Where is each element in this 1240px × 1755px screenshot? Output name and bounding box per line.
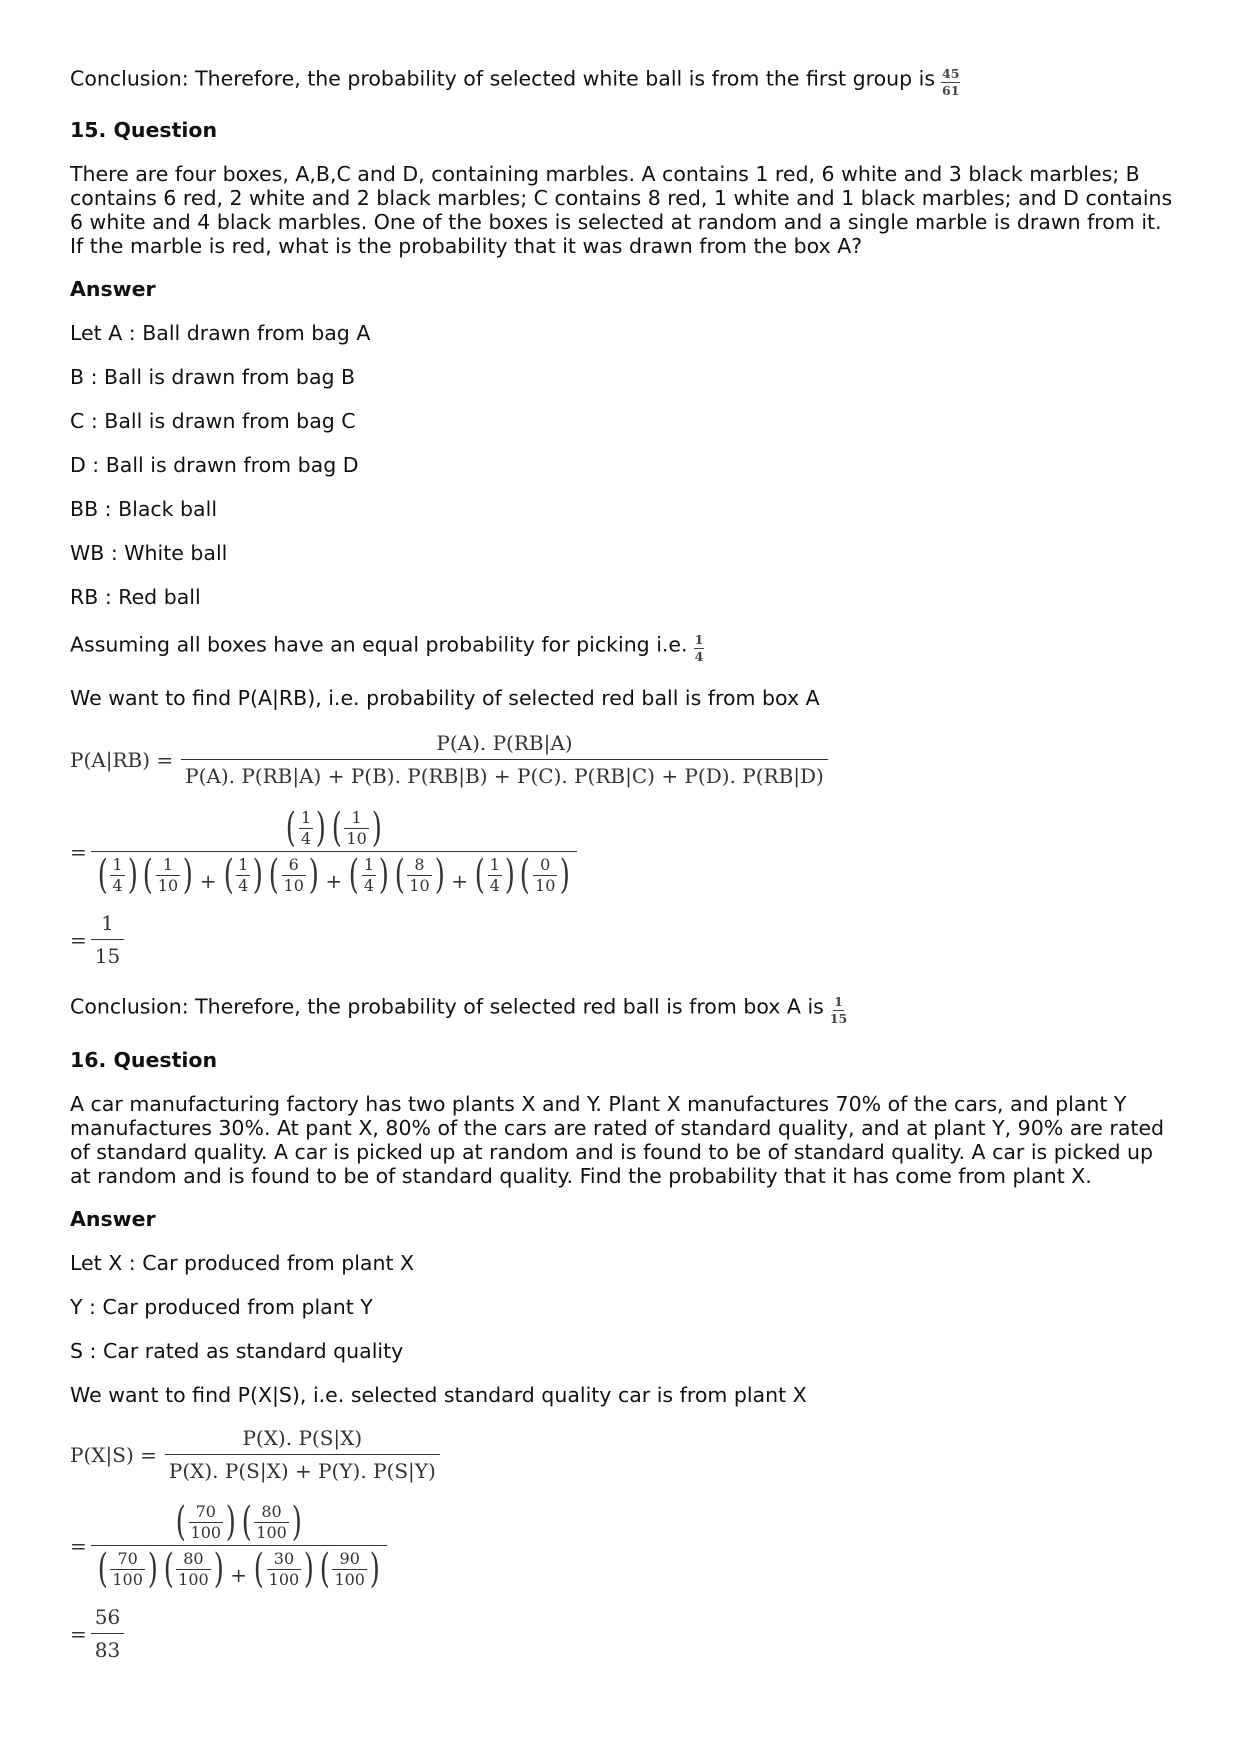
fraction-denominator: 100 — [268, 1569, 300, 1589]
fraction-denominator: 10 — [346, 828, 367, 848]
fraction-denominator: 4 — [301, 828, 312, 848]
question-16-heading: 16. Question — [70, 1048, 218, 1072]
q15-formula-lhs: P(A|RB) = — [70, 747, 174, 772]
fraction-numerator: 1 — [301, 807, 312, 827]
equals-sign: = — [70, 927, 87, 952]
equals-sign: = — [70, 1533, 87, 1558]
left-paren: ( — [394, 852, 405, 898]
left-paren: ( — [520, 852, 531, 898]
small-fraction — [110, 856, 124, 895]
left-paren: ( — [474, 852, 485, 898]
right-paren: ) — [147, 1546, 158, 1592]
plus-sign: + — [199, 869, 217, 893]
q15-definition: RB : Red ball — [70, 585, 201, 609]
small-fraction — [299, 809, 313, 848]
left-paren: ( — [97, 852, 108, 898]
left-paren: ( — [223, 852, 234, 898]
right-paren: ) — [434, 852, 445, 898]
left-paren: ( — [319, 1546, 330, 1592]
fraction-denominator: 100 — [112, 1569, 143, 1589]
q15-result-numerator: 1 — [101, 911, 114, 935]
q15-formula-fraction — [181, 730, 828, 789]
q16-formula-numerator: P(X). P(S|X) — [242, 1426, 363, 1450]
q16-result — [70, 1604, 124, 1663]
fraction-numerator: 1 — [351, 807, 362, 827]
parenthesized-fraction — [283, 805, 328, 851]
q16-formula-lhs: P(X|S) = — [70, 1442, 157, 1467]
parenthesized-fraction — [173, 1499, 239, 1545]
question-16-answer-label: Answer — [70, 1207, 156, 1231]
left-paren: ( — [163, 1546, 174, 1592]
q15-definition: Let A : Ball drawn from bag A — [70, 321, 371, 345]
parenthesized-fraction — [317, 1546, 383, 1592]
q15-definition: WB : White ball — [70, 541, 228, 565]
small-fraction — [362, 856, 376, 895]
q16-bayes-formula — [70, 1425, 440, 1484]
fraction-numerator: 80 — [261, 1501, 282, 1521]
left-paren: ( — [142, 852, 154, 898]
q16-definition: Y : Car produced from plant Y — [70, 1295, 373, 1319]
fraction-numerator: 90 — [339, 1548, 360, 1568]
q15-bayes-formula — [70, 730, 828, 789]
parenthesized-fraction — [95, 852, 140, 898]
right-paren: ) — [127, 852, 138, 898]
small-fraction — [176, 1550, 211, 1589]
fraction-denominator: 10 — [157, 875, 179, 895]
fraction-numerator: 1 — [112, 854, 123, 874]
q15-formula-numerator: P(A). P(RB|A) — [436, 731, 573, 755]
q16-substitution-numerator — [169, 1499, 309, 1545]
fraction-denominator: 100 — [334, 1569, 365, 1589]
q15-assumption-text: Assuming all boxes have an equal probability for picking i.e. — [70, 632, 688, 657]
q16-substitution-fraction — [91, 1499, 387, 1592]
q15-assumption — [70, 630, 704, 664]
q15-result-fraction — [91, 910, 124, 969]
parenthesized-fraction — [95, 1546, 161, 1592]
q16-definition: S : Car rated as standard quality — [70, 1339, 404, 1363]
left-paren: ( — [348, 852, 360, 898]
left-paren: ( — [286, 805, 297, 851]
equals-sign: = — [70, 839, 87, 864]
question-16-text: A car manufacturing factory has two plants X and Y. Plant X manufactures 70% of the cars, and plant Y manufactures 30%. At pant X, 80% of the cars are rated of standard quality, and at plant Y, 90% are rated of standard quality. A car is picked up at random and is found to be of standard quality. A car is picked up at random and is found to be of standard quality. Find the probability that it has come from plant X. — [70, 1092, 1165, 1188]
fraction-denominator: 100 — [256, 1522, 287, 1542]
plus-sign: + — [325, 869, 343, 893]
parenthesized-fraction — [251, 1546, 317, 1592]
fraction-denominator: 100 — [190, 1522, 222, 1542]
right-paren: ) — [291, 1499, 302, 1545]
right-paren: ) — [253, 852, 264, 898]
small-fraction — [156, 856, 180, 895]
q16-goal-text: We want to find P(X|S), i.e. selected standard quality car is from plant X — [70, 1383, 807, 1407]
left-paren: ( — [253, 1546, 264, 1592]
right-paren: ) — [213, 1546, 224, 1592]
left-paren: ( — [268, 852, 279, 898]
q15-definition: B : Ball is drawn from bag B — [70, 365, 356, 389]
plus-sign: + — [451, 869, 469, 893]
q15-conclusion-text: Conclusion: Therefore, the probability of selected red ball is from box A is — [70, 994, 824, 1019]
q16-substitution-denominator — [91, 1545, 387, 1592]
small-fraction — [282, 856, 306, 895]
q15-goal-text: We want to find P(A|RB), i.e. probability of selected red ball is from box A — [70, 686, 820, 710]
q15-substitution — [70, 805, 577, 898]
q16-substitution — [70, 1499, 387, 1592]
fraction-numerator: 6 — [288, 854, 299, 874]
right-paren: ) — [369, 1546, 380, 1592]
small-fraction — [344, 809, 368, 848]
parenthesized-fraction — [266, 852, 322, 898]
right-paren: ) — [371, 805, 382, 851]
q16-formula-denominator: P(X). P(S|X) + P(Y). P(S|Y) — [165, 1454, 440, 1484]
fraction-denominator: 4 — [112, 875, 123, 895]
small-fraction — [254, 1503, 289, 1542]
fraction-numerator: 8 — [414, 854, 425, 874]
fraction-denominator: 10 — [283, 875, 304, 895]
q15-result — [70, 910, 124, 969]
right-paren: ) — [560, 852, 571, 898]
right-paren: ) — [315, 805, 327, 851]
q15-substitution-numerator — [279, 805, 388, 851]
left-paren: ( — [175, 1499, 186, 1545]
q15-formula-denominator: P(A). P(RB|A) + P(B). P(RB|B) + P(C). P(RB|C) + P(D). P(RB|D) — [181, 759, 828, 789]
fraction-numerator: 80 — [183, 1548, 204, 1568]
q15-result-denominator: 15 — [91, 939, 124, 969]
parenthesized-fraction — [472, 852, 517, 898]
parenthesized-fraction — [329, 805, 385, 851]
right-paren: ) — [308, 852, 319, 898]
q15-definition: BB : Black ball — [70, 497, 218, 521]
fraction-denominator: 10 — [409, 875, 430, 895]
q15-definition: D : Ball is drawn from bag D — [70, 453, 359, 477]
right-paren: ) — [225, 1499, 236, 1545]
previous-conclusion-text: Conclusion: Therefore, the probability of selected white ball is from the first group is — [70, 66, 936, 91]
small-fraction — [110, 1550, 145, 1589]
right-paren: ) — [182, 852, 194, 898]
small-fraction — [332, 1550, 367, 1589]
q15-substitution-fraction — [91, 805, 577, 898]
fraction-numerator: 1 — [363, 854, 375, 874]
small-fraction — [533, 856, 557, 895]
q15-conclusion-fraction: $\frac{1}{15}$ — [829, 994, 848, 1026]
question-15-text: There are four boxes, A,B,C and D, containing marbles. A contains 1 red, 6 white and 3 black marbles; B contains 6 red, 2 white and 2 black marbles; C contains 8 red, 1 white and 1 black marbles; and D contains 6 white and 4 black marbles. One of the boxes is selected at random and a single marble is drawn from it. If the marble is red, what is the probability that it was drawn from the box A? — [70, 162, 1173, 258]
q15-conclusion — [70, 992, 848, 1026]
fraction-denominator: 100 — [178, 1569, 209, 1589]
right-paren: ) — [303, 1546, 315, 1592]
parenthesized-fraction — [517, 852, 573, 898]
q16-result-fraction — [91, 1604, 124, 1663]
parenthesized-fraction — [161, 1546, 227, 1592]
fraction-numerator: 70 — [195, 1501, 216, 1521]
fraction-numerator: 0 — [540, 854, 551, 874]
question-15-heading: 15. Question — [70, 118, 218, 142]
q16-formula-fraction — [165, 1425, 440, 1484]
q16-definition: Let X : Car produced from plant X — [70, 1251, 415, 1275]
parenthesized-fraction — [221, 852, 266, 898]
q15-definition: C : Ball is drawn from bag C — [70, 409, 356, 433]
fraction-denominator: 4 — [489, 875, 500, 895]
fraction-numerator: 30 — [273, 1548, 295, 1568]
small-fraction — [189, 1503, 224, 1542]
small-fraction — [407, 856, 431, 895]
parenthesized-fraction — [140, 852, 196, 898]
q15-substitution-denominator — [91, 851, 577, 898]
previous-conclusion — [70, 64, 960, 98]
left-paren: ( — [97, 1546, 108, 1592]
right-paren: ) — [504, 852, 515, 898]
small-fraction — [267, 1550, 302, 1589]
parenthesized-fraction — [239, 1499, 305, 1545]
fraction-denominator: 4 — [238, 875, 249, 895]
q16-result-denominator: 83 — [91, 1633, 124, 1663]
previous-conclusion-fraction: $\frac{45}{61}$ — [942, 66, 960, 98]
parenthesized-fraction — [346, 852, 391, 898]
small-fraction — [236, 856, 250, 895]
equals-sign: = — [70, 1621, 87, 1646]
small-fraction — [488, 856, 502, 895]
fraction-numerator: 1 — [162, 854, 174, 874]
fraction-denominator: 10 — [535, 875, 556, 895]
fraction-numerator: 1 — [238, 854, 249, 874]
fraction-numerator: 70 — [117, 1548, 138, 1568]
question-15-answer-label: Answer — [70, 277, 156, 301]
parenthesized-fraction — [392, 852, 448, 898]
q16-result-numerator: 56 — [94, 1605, 121, 1629]
fraction-denominator: 4 — [363, 875, 375, 895]
q15-assumption-fraction: $\frac{1}{4}$ — [694, 632, 704, 664]
right-paren: ) — [378, 852, 389, 898]
plus-sign: + — [230, 1563, 248, 1587]
left-paren: ( — [331, 805, 342, 851]
fraction-numerator: 1 — [489, 854, 500, 874]
left-paren: ( — [241, 1499, 252, 1545]
